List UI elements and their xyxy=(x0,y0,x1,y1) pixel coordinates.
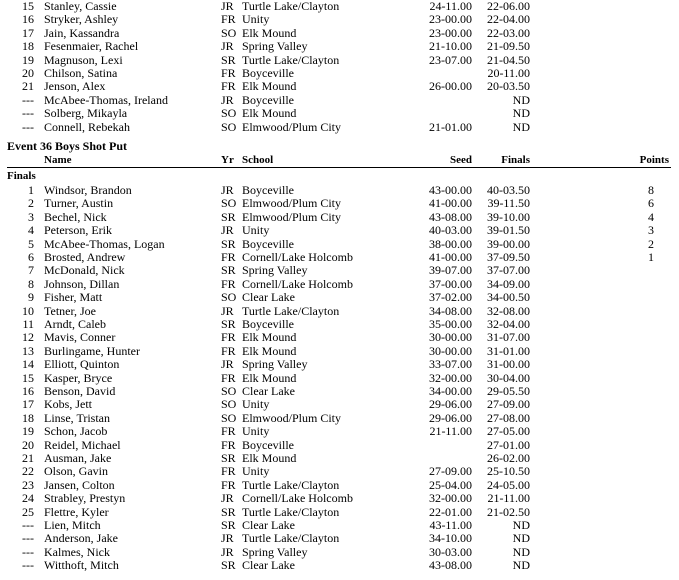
place-cell: 24 xyxy=(22,491,34,506)
result-row xyxy=(0,331,679,344)
finals-cell: 21-04.50 xyxy=(487,52,530,67)
place-cell: 20 xyxy=(22,66,34,80)
year-cell: SR xyxy=(221,263,236,278)
seed-cell: 32-00.00 xyxy=(429,491,472,506)
place-cell: 19 xyxy=(22,52,34,67)
school-cell: Boyceville xyxy=(242,437,294,452)
finals-cell: 22-06.00 xyxy=(487,0,530,13)
result-row xyxy=(0,197,679,210)
finals-cell: 31-07.00 xyxy=(487,330,530,345)
name-cell: Chilson, Satina xyxy=(44,66,118,80)
place-cell: 17 xyxy=(22,25,34,40)
place-cell: 14 xyxy=(22,357,34,372)
finals-cell: 31-01.00 xyxy=(487,343,530,358)
result-row xyxy=(0,519,679,532)
result-row xyxy=(0,278,679,291)
place-cell: 17 xyxy=(22,397,34,412)
school-cell: Elmwood/Plum City xyxy=(242,119,342,134)
seed-cell: 23-00.00 xyxy=(429,12,472,27)
finals-cell: 39-10.00 xyxy=(487,209,530,224)
year-cell: SO xyxy=(221,119,237,134)
finals-cell: ND xyxy=(512,106,530,121)
result-row xyxy=(0,121,679,134)
seed-cell: 29-06.00 xyxy=(429,410,472,425)
result-row xyxy=(0,54,679,67)
result-row xyxy=(0,211,679,224)
place-cell: 16 xyxy=(22,384,34,398)
place-cell: 21 xyxy=(22,451,34,465)
year-cell: JR xyxy=(221,531,234,546)
year-cell: JR xyxy=(221,491,234,506)
header-seed: Seed xyxy=(450,154,472,166)
year-cell: FR xyxy=(221,330,236,345)
school-cell: Clear Lake xyxy=(242,384,295,398)
seed-cell: 21-01.00 xyxy=(429,119,472,134)
school-cell: Unity xyxy=(242,424,270,439)
school-cell: Elk Mound xyxy=(242,370,297,385)
result-row xyxy=(0,385,679,398)
result-row xyxy=(0,345,679,358)
result-row xyxy=(0,264,679,277)
name-cell: Strabley, Prestyn xyxy=(44,491,126,506)
school-cell: Boyceville xyxy=(242,66,294,80)
result-row xyxy=(0,40,679,53)
finals-cell: 25-10.50 xyxy=(487,464,530,479)
name-cell: Brosted, Andrew xyxy=(44,250,126,264)
finals-cell: ND xyxy=(512,92,530,107)
points-cell: 4 xyxy=(648,209,654,224)
place-cell: --- xyxy=(22,531,34,546)
seed-cell: 37-02.00 xyxy=(429,290,472,305)
seed-cell: 41-00.00 xyxy=(429,250,472,264)
finals-cell: ND xyxy=(512,518,530,532)
result-row xyxy=(0,506,679,519)
year-cell: SR xyxy=(221,317,236,331)
school-cell: Turtle Lake/Clayton xyxy=(242,477,340,492)
school-cell: Cornell/Lake Holcomb xyxy=(242,491,353,506)
year-cell: FR xyxy=(221,343,236,358)
year-cell: FR xyxy=(221,370,236,385)
seed-cell: 39-07.00 xyxy=(429,263,472,278)
finals-cell: 37-09.50 xyxy=(487,250,530,264)
year-cell: FR xyxy=(221,437,236,452)
school-cell: Elmwood/Plum City xyxy=(242,196,342,211)
seed-cell: 40-03.00 xyxy=(429,223,472,238)
finals-cell: 32-08.00 xyxy=(487,303,530,318)
name-cell: McAbee-Thomas, Ireland xyxy=(44,92,168,107)
name-cell: Arndt, Caleb xyxy=(44,317,106,331)
result-row xyxy=(0,439,679,452)
result-row xyxy=(0,479,679,492)
place-cell: 19 xyxy=(22,424,34,439)
seed-cell: 23-00.00 xyxy=(429,25,472,40)
name-cell: Solberg, Mikayla xyxy=(44,106,128,121)
name-cell: Burlingame, Hunter xyxy=(44,343,140,358)
finals-cell: 39-01.50 xyxy=(487,223,530,238)
seed-cell: 43-08.00 xyxy=(429,558,472,573)
result-row xyxy=(0,27,679,40)
school-cell: Clear Lake xyxy=(242,290,295,305)
finals-cell: 21-11.00 xyxy=(487,491,530,506)
name-cell: Magnuson, Lexi xyxy=(44,52,123,67)
seed-cell: 34-08.00 xyxy=(429,303,472,318)
place-cell: 23 xyxy=(22,477,34,492)
place-cell: 18 xyxy=(22,410,34,425)
result-row xyxy=(0,184,679,197)
year-cell: SO xyxy=(221,384,237,398)
name-cell: Witthoft, Mitch xyxy=(44,558,119,573)
year-cell: SR xyxy=(221,518,236,532)
school-cell: Boyceville xyxy=(242,183,294,197)
points-cell: 3 xyxy=(648,223,654,238)
year-cell: JR xyxy=(221,39,234,54)
school-cell: Cornell/Lake Holcomb xyxy=(242,276,353,291)
name-cell: Peterson, Erik xyxy=(44,223,112,238)
place-cell: 5 xyxy=(28,236,34,251)
school-cell: Spring Valley xyxy=(242,263,308,278)
result-row xyxy=(0,532,679,545)
school-cell: Spring Valley xyxy=(242,544,308,559)
place-cell: --- xyxy=(22,92,34,107)
seed-cell: 34-10.00 xyxy=(429,531,472,546)
school-cell: Turtle Lake/Clayton xyxy=(242,52,340,67)
finals-cell: 20-03.50 xyxy=(487,79,530,94)
seed-cell: 43-08.00 xyxy=(429,209,472,224)
school-cell: Elmwood/Plum City xyxy=(242,410,342,425)
school-cell: Elk Mound xyxy=(242,343,297,358)
school-cell: Unity xyxy=(242,12,270,27)
year-cell: FR xyxy=(221,12,236,27)
name-cell: Kasper, Bryce xyxy=(44,370,113,385)
name-cell: Stryker, Ashley xyxy=(44,12,119,27)
year-cell: SR xyxy=(221,504,236,519)
name-cell: McAbee-Thomas, Logan xyxy=(44,236,165,251)
place-cell: 15 xyxy=(22,0,34,13)
result-row xyxy=(0,452,679,465)
school-cell: Elk Mound xyxy=(242,106,297,121)
result-row xyxy=(0,305,679,318)
place-cell: 4 xyxy=(28,223,34,238)
finals-cell: 39-00.00 xyxy=(487,236,530,251)
results-header-row xyxy=(0,154,679,167)
name-cell: Jansen, Colton xyxy=(44,477,115,492)
school-cell: Unity xyxy=(242,223,270,238)
seed-cell: 30-00.00 xyxy=(429,343,472,358)
name-cell: Windsor, Brandon xyxy=(44,183,132,197)
place-cell: 8 xyxy=(28,276,34,291)
finals-cell: 27-05.00 xyxy=(487,424,530,439)
place-cell: --- xyxy=(22,544,34,559)
place-cell: 15 xyxy=(22,370,34,385)
year-cell: SR xyxy=(221,558,236,573)
result-row xyxy=(0,67,679,80)
result-row xyxy=(0,0,679,13)
place-cell: 2 xyxy=(28,196,34,211)
name-cell: Fisher, Matt xyxy=(44,290,103,305)
finals-cell: 27-09.00 xyxy=(487,397,530,412)
points-cell: 6 xyxy=(648,196,654,211)
name-cell: Olson, Gavin xyxy=(44,464,108,479)
points-cell: 2 xyxy=(648,236,654,251)
year-cell: FR xyxy=(221,464,236,479)
year-cell: SO xyxy=(221,106,237,121)
finals-cell: 27-08.00 xyxy=(487,410,530,425)
finals-cell: 34-09.00 xyxy=(487,276,530,291)
header-finals: Finals xyxy=(501,154,530,166)
place-cell: 25 xyxy=(22,504,34,519)
year-cell: JR xyxy=(221,183,234,197)
school-cell: Clear Lake xyxy=(242,558,295,573)
finals-cell: 20-11.00 xyxy=(487,66,530,80)
result-row xyxy=(0,80,679,93)
year-cell: SR xyxy=(221,236,236,251)
finals-cell: 32-04.00 xyxy=(487,317,530,331)
points-cell: 1 xyxy=(648,250,654,264)
finals-cell: 21-02.50 xyxy=(487,504,530,519)
place-cell: 21 xyxy=(22,79,34,94)
result-row xyxy=(0,559,679,572)
result-row xyxy=(0,107,679,120)
section-label: Finals xyxy=(7,170,36,182)
seed-cell: 21-11.00 xyxy=(429,424,472,439)
result-row xyxy=(0,425,679,438)
seed-cell: 34-00.00 xyxy=(429,384,472,398)
place-cell: 12 xyxy=(22,330,34,345)
seed-cell: 27-09.00 xyxy=(429,464,472,479)
school-cell: Unity xyxy=(242,397,270,412)
result-row xyxy=(0,251,679,264)
finals-cell: 21-09.50 xyxy=(487,39,530,54)
header-rule xyxy=(7,167,671,168)
year-cell: JR xyxy=(221,92,234,107)
result-row xyxy=(0,13,679,26)
place-cell: 13 xyxy=(22,343,34,358)
school-cell: Boyceville xyxy=(242,317,294,331)
header-school: School xyxy=(242,154,274,166)
name-cell: Jain, Kassandra xyxy=(44,25,120,40)
finals-cell: 34-00.50 xyxy=(487,290,530,305)
school-cell: Elk Mound xyxy=(242,451,297,465)
name-cell: Elliott, Quinton xyxy=(44,357,120,372)
name-cell: Kobs, Jett xyxy=(44,397,92,412)
place-cell: 20 xyxy=(22,437,34,452)
seed-cell: 33-07.00 xyxy=(429,357,472,372)
seed-cell: 26-00.00 xyxy=(429,79,472,94)
school-cell: Clear Lake xyxy=(242,518,295,532)
place-cell: 7 xyxy=(28,263,34,278)
name-cell: Reidel, Michael xyxy=(44,437,121,452)
finals-cell: 26-02.00 xyxy=(487,451,530,465)
name-cell: Flettre, Kyler xyxy=(44,504,109,519)
year-cell: JR xyxy=(221,357,234,372)
finals-cell: ND xyxy=(512,558,530,573)
place-cell: 1 xyxy=(28,183,34,197)
place-cell: 10 xyxy=(22,303,34,318)
name-cell: Johnson, Dillan xyxy=(44,276,120,291)
points-cell: 8 xyxy=(648,183,654,197)
year-cell: SR xyxy=(221,52,236,67)
result-row xyxy=(0,372,679,385)
result-row xyxy=(0,546,679,559)
school-cell: Turtle Lake/Clayton xyxy=(242,531,340,546)
name-cell: Lien, Mitch xyxy=(44,518,101,532)
year-cell: FR xyxy=(221,250,236,264)
result-row xyxy=(0,412,679,425)
result-row xyxy=(0,492,679,505)
seed-cell: 22-01.00 xyxy=(429,504,472,519)
year-cell: FR xyxy=(221,79,236,94)
school-cell: Elk Mound xyxy=(242,330,297,345)
place-cell: --- xyxy=(22,518,34,532)
year-cell: FR xyxy=(221,477,236,492)
name-cell: Turner, Austin xyxy=(44,196,114,211)
event-title: Event 36 Boys Shot Put xyxy=(7,139,128,153)
year-cell: SO xyxy=(221,196,237,211)
result-row xyxy=(0,238,679,251)
seed-cell: 21-10.00 xyxy=(429,39,472,54)
school-cell: Boyceville xyxy=(242,92,294,107)
school-cell: Spring Valley xyxy=(242,39,308,54)
name-cell: Jenson, Alex xyxy=(44,79,106,94)
result-row xyxy=(0,465,679,478)
year-cell: SR xyxy=(221,209,236,224)
year-cell: JR xyxy=(221,303,234,318)
header-points: Points xyxy=(639,154,669,166)
finals-cell: ND xyxy=(512,544,530,559)
name-cell: Ausman, Jake xyxy=(44,451,112,465)
place-cell: 16 xyxy=(22,12,34,27)
result-row xyxy=(0,358,679,371)
finals-cell: 24-05.00 xyxy=(487,477,530,492)
seed-cell: 35-00.00 xyxy=(429,317,472,331)
name-cell: Stanley, Cassie xyxy=(44,0,117,13)
place-cell: 11 xyxy=(22,317,34,331)
seed-cell: 43-00.00 xyxy=(429,183,472,197)
name-cell: Bechel, Nick xyxy=(44,209,107,224)
name-cell: Kalmes, Nick xyxy=(44,544,110,559)
finals-cell: 22-03.00 xyxy=(487,25,530,40)
year-cell: FR xyxy=(221,276,236,291)
name-cell: Benson, David xyxy=(44,384,116,398)
finals-cell: 40-03.50 xyxy=(487,183,530,197)
finals-cell: 31-00.00 xyxy=(487,357,530,372)
name-cell: Tetner, Joe xyxy=(44,303,96,318)
finals-cell: ND xyxy=(512,531,530,546)
year-cell: FR xyxy=(221,424,236,439)
seed-cell: 43-11.00 xyxy=(429,518,472,532)
finals-cell: 27-01.00 xyxy=(487,437,530,452)
name-cell: Mavis, Conner xyxy=(44,330,116,345)
place-cell: 18 xyxy=(22,39,34,54)
finals-cell: 30-04.00 xyxy=(487,370,530,385)
year-cell: JR xyxy=(221,0,234,13)
seed-cell: 38-00.00 xyxy=(429,236,472,251)
finals-cell: 37-07.00 xyxy=(487,263,530,278)
year-cell: SO xyxy=(221,25,237,40)
year-cell: SR xyxy=(221,451,236,465)
place-cell: 3 xyxy=(28,209,34,224)
school-cell: Spring Valley xyxy=(242,357,308,372)
name-cell: Connell, Rebekah xyxy=(44,119,130,134)
school-cell: Turtle Lake/Clayton xyxy=(242,303,340,318)
school-cell: Unity xyxy=(242,464,270,479)
place-cell: 9 xyxy=(28,290,34,305)
seed-cell: 37-00.00 xyxy=(429,276,472,291)
finals-cell: 39-11.50 xyxy=(487,196,530,211)
school-cell: Turtle Lake/Clayton xyxy=(242,504,340,519)
year-cell: JR xyxy=(221,223,234,238)
year-cell: FR xyxy=(221,66,236,80)
name-cell: Fesenmaier, Rachel xyxy=(44,39,139,54)
seed-cell: 41-00.00 xyxy=(429,196,472,211)
header-year: Yr xyxy=(221,154,234,166)
seed-cell: 30-00.00 xyxy=(429,330,472,345)
school-cell: Turtle Lake/Clayton xyxy=(242,0,340,13)
name-cell: Schon, Jacob xyxy=(44,424,108,439)
name-cell: Linse, Tristan xyxy=(44,410,111,425)
result-row xyxy=(0,318,679,331)
finals-cell: 29-05.50 xyxy=(487,384,530,398)
seed-cell: 25-04.00 xyxy=(429,477,472,492)
school-cell: Cornell/Lake Holcomb xyxy=(242,250,353,264)
result-row xyxy=(0,94,679,107)
place-cell: 6 xyxy=(28,250,34,264)
school-cell: Elmwood/Plum City xyxy=(242,209,342,224)
name-cell: McDonald, Nick xyxy=(44,263,125,278)
result-row xyxy=(0,291,679,304)
seed-cell: 23-07.00 xyxy=(429,52,472,67)
finals-cell: 22-04.00 xyxy=(487,12,530,27)
school-cell: Elk Mound xyxy=(242,79,297,94)
place-cell: 22 xyxy=(22,464,34,479)
result-row xyxy=(0,398,679,411)
year-cell: SO xyxy=(221,410,237,425)
seed-cell: 32-00.00 xyxy=(429,370,472,385)
seed-cell: 30-03.00 xyxy=(429,544,472,559)
school-cell: Elk Mound xyxy=(242,25,297,40)
place-cell: --- xyxy=(22,119,34,134)
seed-cell: 29-06.00 xyxy=(429,397,472,412)
year-cell: JR xyxy=(221,544,234,559)
name-cell: Anderson, Jake xyxy=(44,531,118,546)
result-row xyxy=(0,224,679,237)
header-name: Name xyxy=(44,154,72,166)
school-cell: Boyceville xyxy=(242,236,294,251)
seed-cell: 24-11.00 xyxy=(429,0,472,13)
finals-cell: ND xyxy=(512,119,530,134)
year-cell: SO xyxy=(221,290,237,305)
place-cell: --- xyxy=(22,106,34,121)
year-cell: SO xyxy=(221,397,237,412)
place-cell: --- xyxy=(22,558,34,573)
